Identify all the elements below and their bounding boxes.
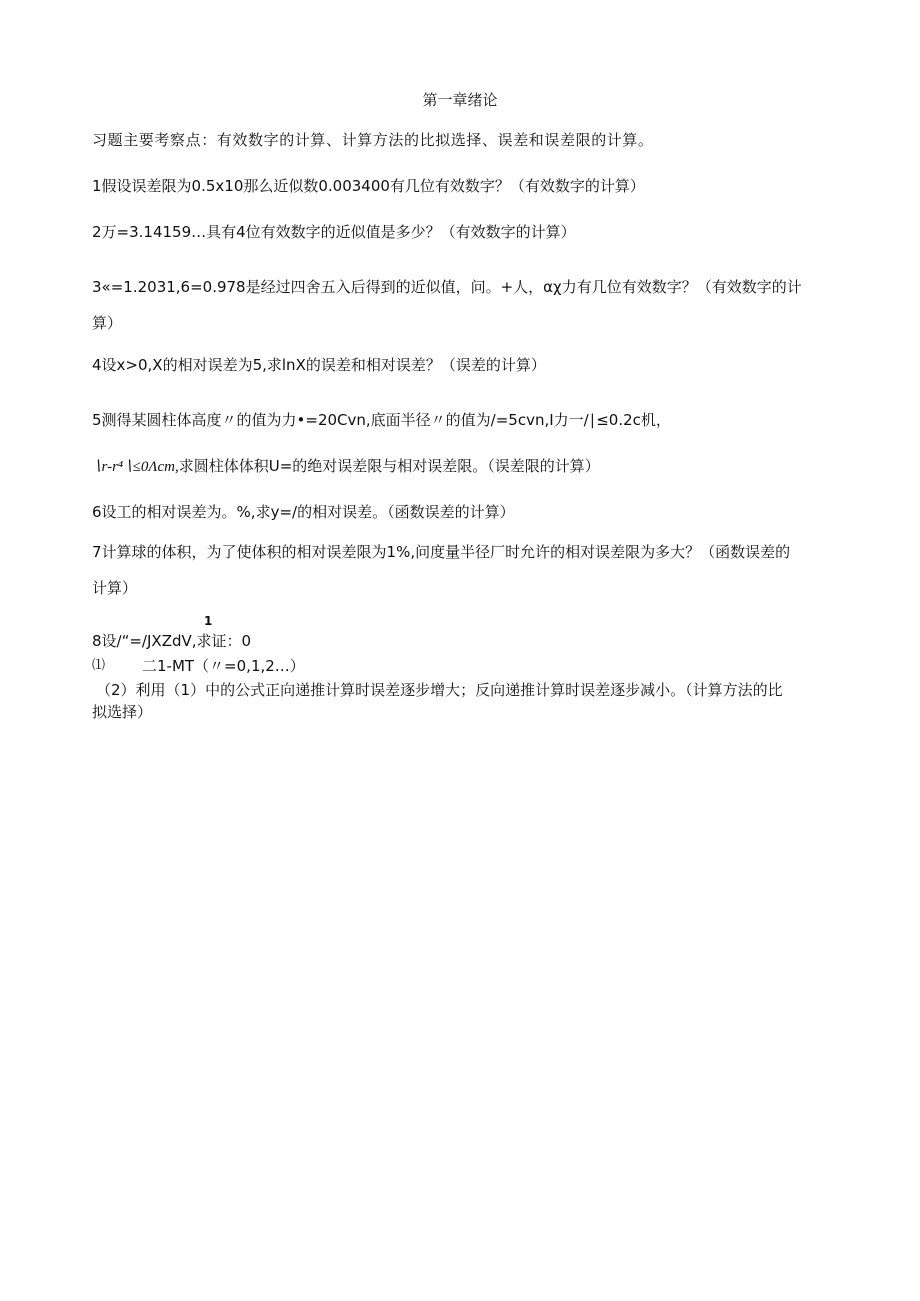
question-8-part-1: 二1-MT（〃=0,1,2…） [142, 657, 305, 675]
question-3-line-1: 3«=1.2031,6=0.978是经过四舍五入后得到的近似值，问。+人，αχ力有几位有效数字？（有效数字的计 [92, 278, 802, 296]
question-1: 1假设误差限为0.5x10那么近似数0.003400有几位有效数字？（有效数字的计算） [92, 177, 645, 195]
question-7-line-2: 计算） [92, 579, 138, 597]
question-4: 4设x>0,X的相对误差为5,求lnX的误差和相对误差？（误差的计算） [92, 356, 546, 374]
integral-upper-limit: 1 [204, 614, 213, 628]
question-5-line-1: 5测得某圆柱体高度〃的值为力•=20Cvn,底面半径〃的值为∕=5cvn,I力一∕∣≤0.2c机， [92, 411, 671, 429]
question-8-part-1-label: ⑴ [92, 658, 106, 673]
question-8-part-2-line-1: （2）利用（1）中的公式正向递推计算时误差逐步增大；反向递推计算时误差逐步减小。（计算方法的比 [96, 681, 783, 699]
question-7-line-1: 7计算球的体积，为了使体积的相对误差限为1%,问度量半径厂时允许的相对误差限为多大？（函数误差的 [92, 543, 791, 561]
question-5-line-2-text: 求圆柱体体积U=的绝对误差限与相对误差限。（误差限的计算） [178, 457, 600, 475]
question-3-line-2: 算） [92, 314, 123, 332]
inequality-expression: ∖r-r⁴∖≤0Λcm, [92, 459, 179, 475]
question-6: 6设工的相对误差为。%,求y=/的相对误差。（函数误差的计算） [92, 503, 515, 521]
question-8: 8设∕“=/JXZdV,求证：0 [92, 632, 252, 650]
question-5-line-2 [92, 456, 600, 477]
question-8-part-2-line-2: 拟选择） [92, 703, 153, 721]
chapter-title: 第一章绪论 [422, 91, 498, 109]
question-2: 2万=3.14159…具有4位有效数字的近似值是多少？（有效数字的计算） [92, 223, 576, 241]
summary-line: 习题主要考察点：有效数字的计算、计算方法的比拟选择、误差和误差限的计算。 [92, 131, 654, 149]
